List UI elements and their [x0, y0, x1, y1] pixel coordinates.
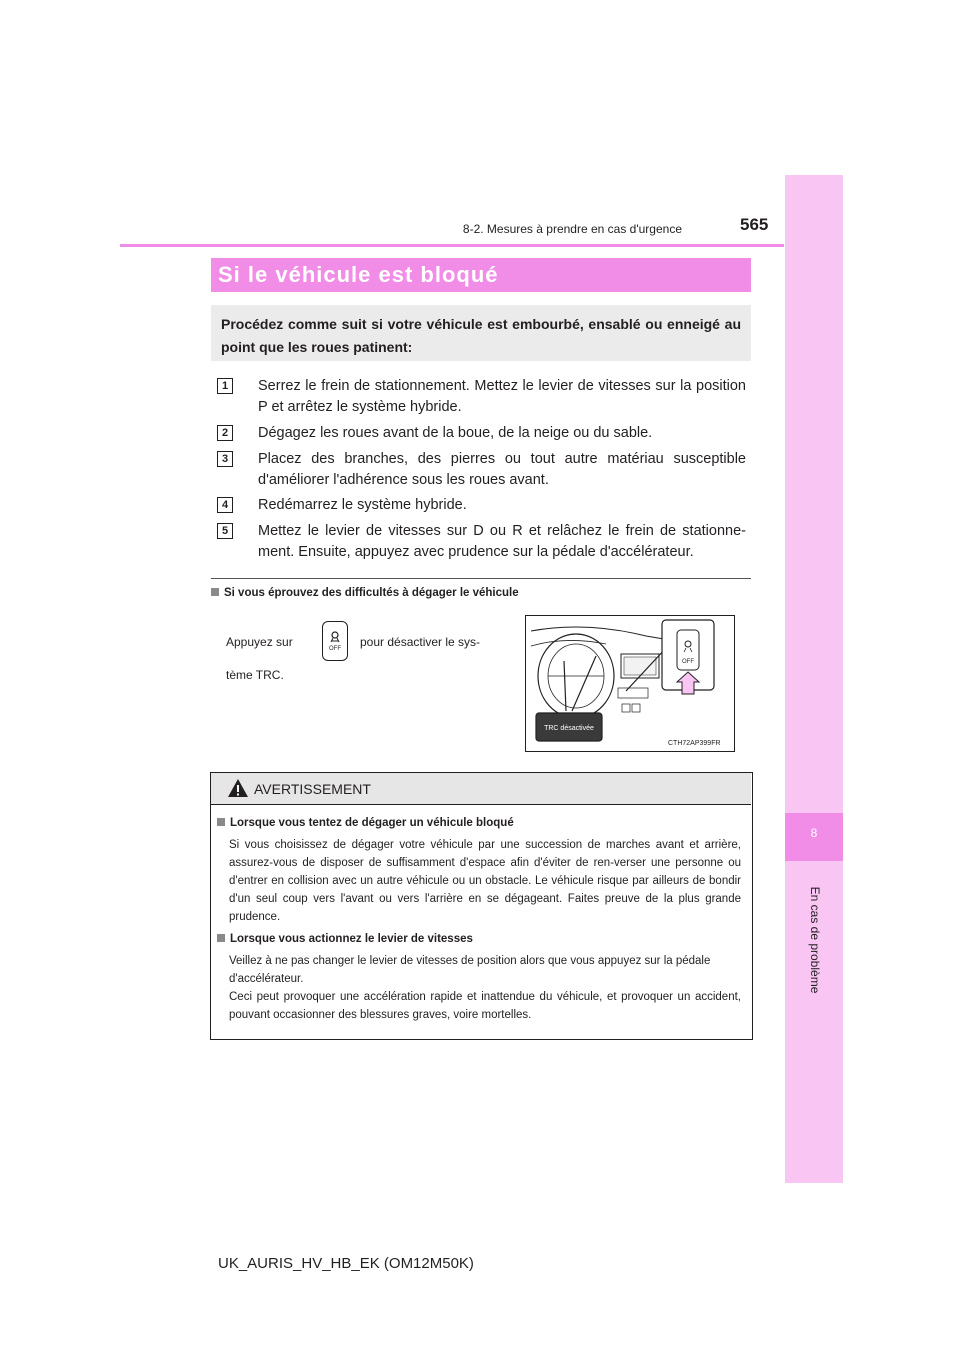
square-bullet-icon: [211, 588, 219, 596]
square-bullet-icon: [217, 934, 225, 942]
chapter-label: [800, 880, 830, 1000]
warning-paragraph-2: Veillez à ne pas changer le levier de vitesses de position alors que vous appuyez sur la pédale d'accélérateur.: [229, 955, 711, 985]
trc-off-switch-icon: [322, 621, 348, 661]
page-number: 565: [740, 215, 769, 234]
warning-paragraph-1: Si vous choisissez de dégager votre véhicule par une succession de marches avant et arrière, assurez-vous de disposer de suffisamment d'espace afin d'éviter de ren-verser une personne ou d'entrer en collision avec un autre véhicule ou un obstacle. Le véhicule risque par ailleurs de bondir d'un seul coup vers l'avant ou vers l'arrière en se dégageant. Faites preuve de la plus grande prudence.: [229, 839, 741, 923]
warning-heading-2: [217, 933, 473, 945]
chapter-label-text: En cas de problème: [808, 886, 822, 994]
section-divider: [211, 578, 751, 579]
page-title: Si le véhicule est bloqué: [218, 262, 499, 287]
step-text-2: Dégagez les roues avant de la boue, de la neige ou du sable.: [258, 425, 653, 441]
press-instruction-start: Appuyez sur: [226, 635, 293, 649]
step-number-3: 3: [217, 451, 233, 467]
section-title: 8-2. Mesures à prendre en cas d'urgence: [462, 222, 682, 236]
press-instruction-line2: tème TRC.: [226, 668, 284, 682]
step-number-4: 4: [217, 497, 233, 513]
chapter-side-tab: [785, 175, 843, 1183]
chapter-number: 8: [810, 826, 818, 840]
header-rule: [120, 244, 784, 247]
square-bullet-icon: [217, 818, 225, 826]
step-text-3: Placez des branches, des pierres ou tout autre matériau susceptible d'améliorer l'adhérence sous les roues avant.: [258, 451, 746, 488]
illustration-button-text: OFF: [682, 659, 694, 665]
warning-triangle-icon: [227, 778, 249, 803]
intro-text: Procédez comme suit si votre véhicule est embourbé, ensablé ou enneigé au point que les roues patinent:: [221, 316, 741, 355]
difficulty-heading: [211, 587, 519, 599]
step-number-5: 5: [217, 523, 233, 539]
step-number-1: 1: [217, 378, 233, 394]
step-number-2: 2: [217, 425, 233, 441]
warning-heading-1: [217, 817, 514, 829]
warning-heading-2-text: Lorsque vous actionnez le levier de vitesses: [230, 933, 473, 945]
step-text-4: Redémarrez le système hybride.: [258, 497, 467, 513]
footer-model-code: UK_AURIS_HV_HB_EK (OM12M50K): [218, 1255, 474, 1272]
warning-paragraph-3: Ceci peut provoquer une accélération rapide et inattendue du véhicule, et provoquer un accident, pouvant occasionner des blessures graves, voire mortelles.: [229, 991, 741, 1021]
warning-heading-1-text: Lorsque vous tentez de dégager un véhicule bloqué: [230, 817, 514, 829]
svg-text:OFF: OFF: [329, 646, 341, 652]
difficulty-heading-text: Si vous éprouvez des difficultés à dégager le véhicule: [224, 587, 519, 599]
step-text-5: Mettez le levier de vitesses sur D ou R et relâchez le frein de stationne-ment. Ensuite, appuyez avec prudence sur la pédale d'accélérateur.: [258, 523, 746, 560]
illustration-code: CTH72AP399FR: [668, 740, 721, 747]
illustration-display-text: TRC désactivée: [544, 725, 594, 732]
warning-title: AVERTISSEMENT: [254, 781, 371, 797]
step-text-1: Serrez le frein de stationnement. Mettez le levier de vitesses sur la position P et arrêtez le système hybride.: [258, 378, 746, 415]
press-instruction-end: pour désactiver le sys-: [360, 635, 481, 649]
dashboard-illustration: [525, 615, 735, 752]
